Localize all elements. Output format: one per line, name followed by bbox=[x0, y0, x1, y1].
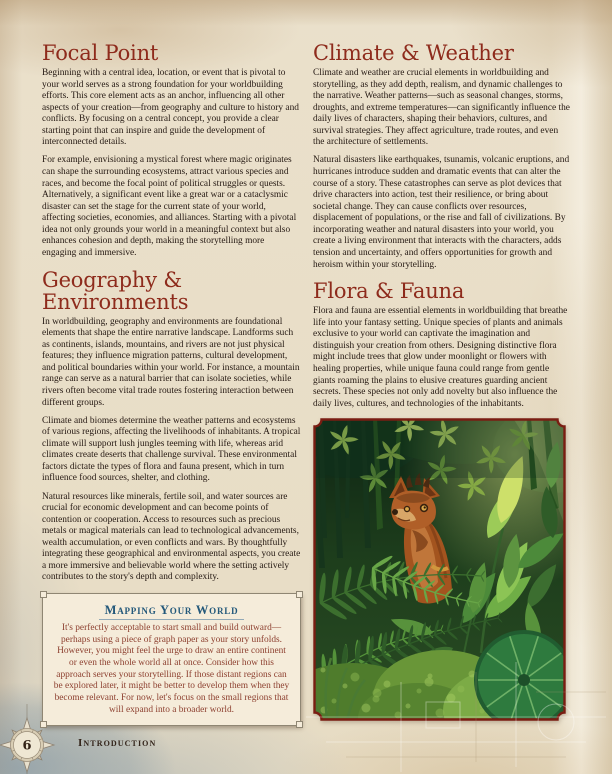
callout-box-mapping-your-world bbox=[42, 593, 301, 726]
section-heading-focal-point: Focal Point bbox=[42, 41, 159, 65]
body-paragraph: In worldbuilding, geography and environments are foundational elements that shape the entire narrative landscape. Landforms such as continents, islands, mountains, and rivers are not just physical features; they influence migration patterns, cultural development, and political boundaries within your world. For instance, a mountain range can serve as a natural barrier that can isolate societies, while rivers often become vital trade routes fostering interaction between different groups. bbox=[42, 316, 300, 408]
section-heading-climate-weather: Climate & Weather bbox=[313, 41, 514, 65]
callout-text: It's perfectly acceptable to start small and build outward—perhaps using a piece of graph paper as your story unfolds. However, you might feel the urge to draw an entire continent or even the whole world all at once. Consider how this approach serves your storytelling. If those distant regions can be explored later, it might be better to develop them when they become relevant. For now, let's focus on the small regions that will expand into a broader world. bbox=[53, 623, 290, 715]
callout-title: Mapping Your World bbox=[53, 601, 290, 620]
body-paragraph: Natural disasters like earthquakes, tsunamis, volcanic eruptions, and hurricanes introduce sudden and dramatic events that can alter the course of a story. These catastrophes can serve as plot devices that drive characters into action, test their resilience, or bring about societal change. They can cause conflicts over resources, displacement of populations, or the rise and fall of civilizations. By incorporating weather and natural disasters into your world, you create a living environment that interacts with the characters, adds tension and uncertainty, and offers opportunities for growth and heroism within your storytelling. bbox=[313, 155, 570, 270]
body-paragraph: Climate and weather are crucial elements in worldbuilding and storytelling, as they add depth, realism, and dynamic challenges to the narrative. Weather patterns—such as seasonal changes, storms, droughts, and extreme temperatures—can significantly influence the daily lives of characters, shaping their behaviors, cultures, and survival strategies. They affect agriculture, trade routes, and even the architecture of settlements. bbox=[313, 68, 570, 148]
callout-corner-ornament bbox=[296, 591, 303, 598]
callout-corner-ornament bbox=[40, 591, 47, 598]
body-paragraph: Flora and fauna are essential elements in worldbuilding that breathe life into your fantasy setting. Unique species of plants and animals exclusive to your world can captivate the imagination and distinguish your creation from others. Designing distinctive flora might include trees that glow under moonlight or flowers with healing properties, while unique fauna could range from gentle giants roaming the plains to elusive creatures guarding ancient secrets. These species not only add novelty but also influence the daily lives, cultures, and technologies of the inhabitants. bbox=[313, 306, 568, 409]
embossed-map-sketch bbox=[306, 662, 606, 772]
section-heading-geography-environments: Geography & Environments bbox=[42, 267, 189, 314]
body-paragraph: Beginning with a central idea, location, or event that is pivotal to your world serves as a strong foundation for your worldbuilding efforts. This core element acts as an anchor, influencing all other aspects of your creation—from geography and culture to history and conflicts. By focusing on a central concept, you provide a clear starting point that can inspire and guide the development of interconnected details. bbox=[42, 68, 299, 148]
right-column bbox=[313, 42, 570, 721]
callout-corner-ornament bbox=[296, 721, 303, 728]
body-paragraph: Natural resources like minerals, fertile soil, and water sources are crucial for economic development and can become points of contention or cooperation. Access to resources such as precious metals or magical materials can lead to technological advancements, wealth accumulation, or even conflicts and wars. By thoughtfully integrating these geographical and environmental aspects, you create a more immersive and believable world where the setting actively contributes to the story's depth and complexity. bbox=[42, 491, 301, 583]
footer-section-label: Introduction bbox=[78, 737, 157, 749]
left-column bbox=[42, 42, 301, 726]
body-paragraph: For example, envisioning a mystical forest where magic originates can shape the surrounding ecosystems, attract various species and races, and become the focal point of political struggles or quests. Alternatively, a significant event like a great war or a cataclysmic disaster can set the stage for the current state of your world, affecting societies, economies, and alliances. Starting with a pivotal idea not only grounds your world in a meaningful context but also enhances cohesion and depth, making the storytelling more engaging and immersive. bbox=[42, 155, 297, 258]
page-number: 6 bbox=[22, 738, 32, 754]
section-heading-flora-fauna: Flora & Fauna bbox=[313, 279, 465, 304]
body-paragraph: Climate and biomes determine the weather patterns and ecosystems of various regions, affecting the livelihoods of inhabitants. A tropical climate will support lush jungles teeming with life, whereas arid climates create deserts that challenge survival. These environmental factors dictate the types of flora and fauna present, which in turn influence food sources, shelter, and clothing. bbox=[42, 415, 301, 484]
page-number-compass bbox=[0, 704, 56, 774]
